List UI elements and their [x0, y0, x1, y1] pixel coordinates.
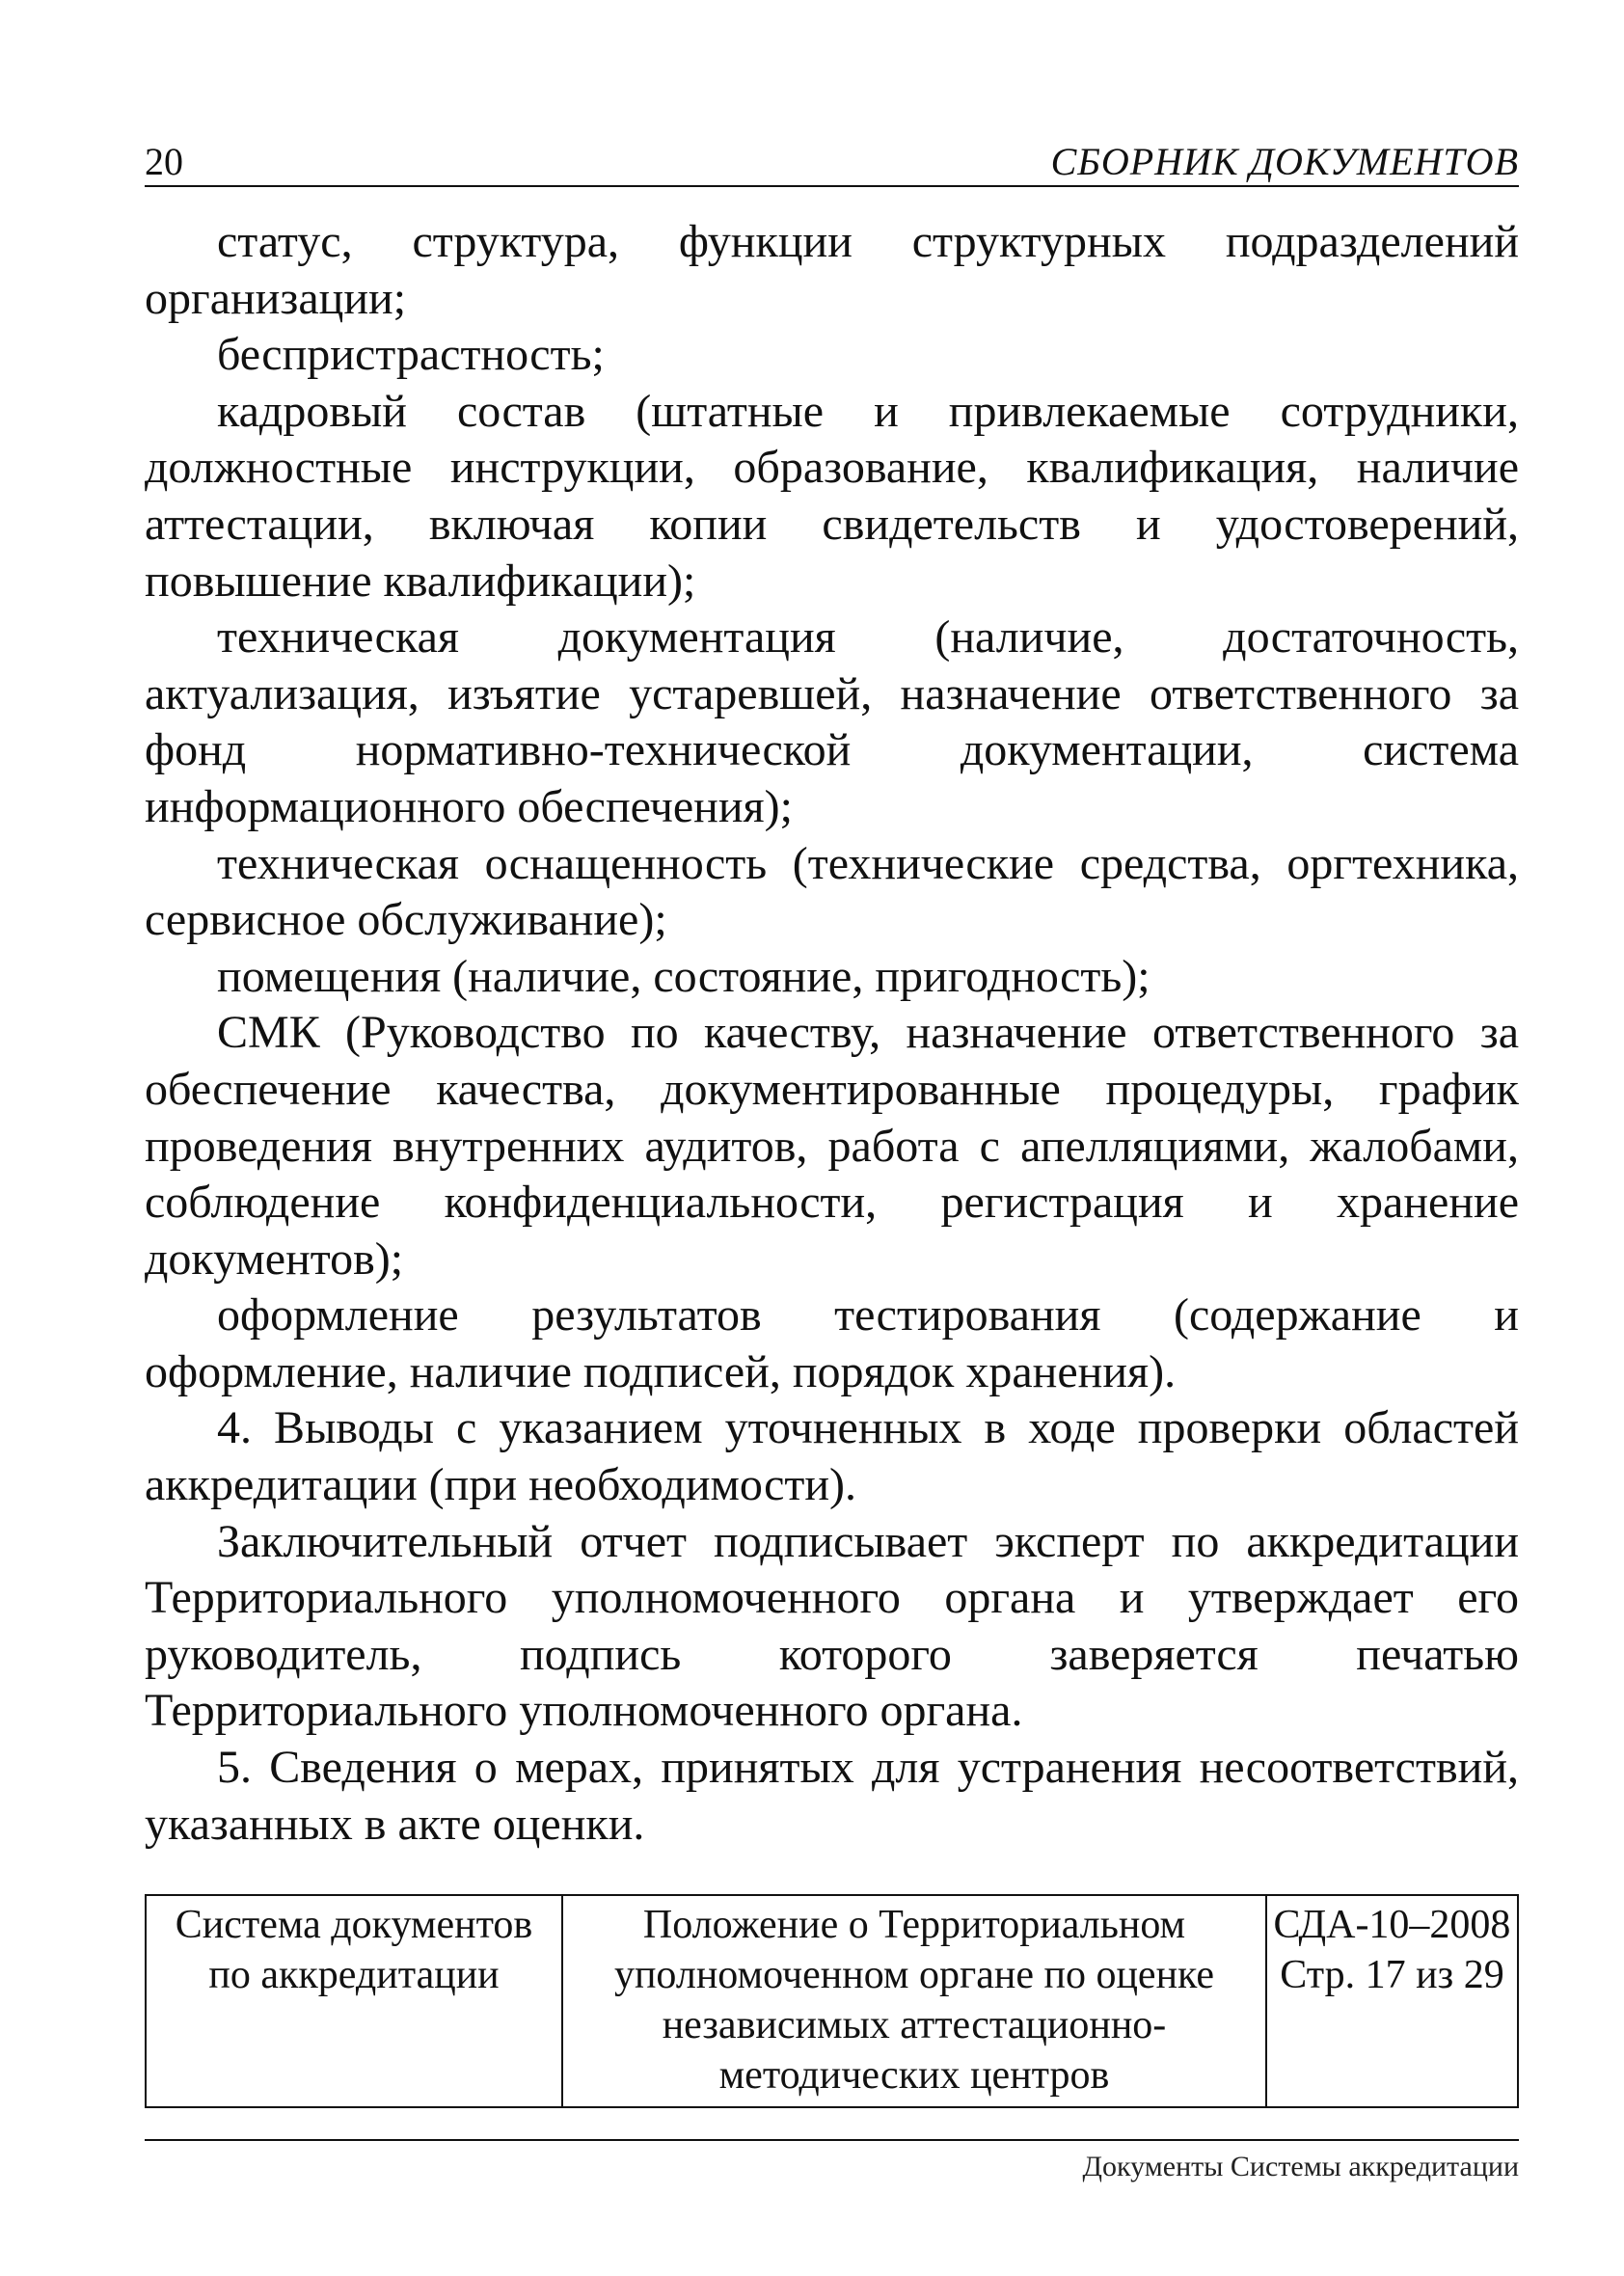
table-row [146, 1895, 1518, 2107]
page-header [145, 135, 1519, 187]
paragraph: 4. Выводы с указанием уточненных в ходе проверки областей аккредитации (при необходимости). [145, 1402, 1519, 1511]
paragraph: Заключительный отчет подписывает эксперт по аккредитации Территориального уполномоченного органа и утверждает его руководитель, подпись которого заверяется печатью Территориального уполномоченного органа. [145, 1515, 1519, 1737]
paragraph: техническая оснащенность (технические средства, оргтехника, сервисное обслуживание); [145, 837, 1519, 946]
footer-text: Документы Системы аккредитации [1082, 2151, 1519, 2182]
paragraph: СМК (Руководство по качеству, назначение ответственного за обеспечение качества, документированные процедуры, график проведения внутренних аудитов, работа с апелляциями, жалобами, соблюдение конфиденциальности, регистрация и хранение документов); [145, 1007, 1519, 1285]
paragraph: 5. Сведения о мерах, принятых для устранения несоответствий, указанных в акте оценки. [145, 1742, 1519, 1850]
paragraph: оформление результатов тестирования (содержание и оформление, наличие подписей, порядок хранения). [145, 1289, 1519, 1397]
page-number: 20 [145, 140, 183, 183]
document-title-cell: Положение о Территориальном уполномоченном органе по оценке независимых аттестационно-методических центров [562, 1895, 1266, 2107]
document-page-count: Стр. 17 из 29 [1280, 1953, 1504, 1997]
paragraph: техническая документация (наличие, достаточность, актуализация, изъятие устаревшей, назначение ответственного за фонд нормативно-технической документации, система информационного обеспечения); [145, 611, 1519, 832]
footer-rule [145, 2139, 1519, 2141]
running-title: СБОРНИК ДОКУМЕНТОВ [1050, 140, 1519, 183]
body-text [145, 214, 1519, 1853]
document-system-cell: Система документов по аккредитации [146, 1895, 562, 2107]
document-info-table [145, 1894, 1519, 2108]
paragraph: помещения (наличие, состояние, пригодность); [217, 950, 1150, 1002]
paragraph: кадровый состав (штатные и привлекаемые сотрудники, должностные инструкции, образование, квалификация, наличие аттестации, включая копии свидетельств и удостоверений, повышение квалификации); [145, 385, 1519, 607]
paragraph: статус, структура, функции структурных подразделений организации; [145, 216, 1519, 324]
document-code-cell [1266, 1895, 1518, 2107]
document-code: СДА-10–2008 [1273, 1903, 1511, 1947]
paragraph: беспристрастность; [217, 329, 605, 381]
